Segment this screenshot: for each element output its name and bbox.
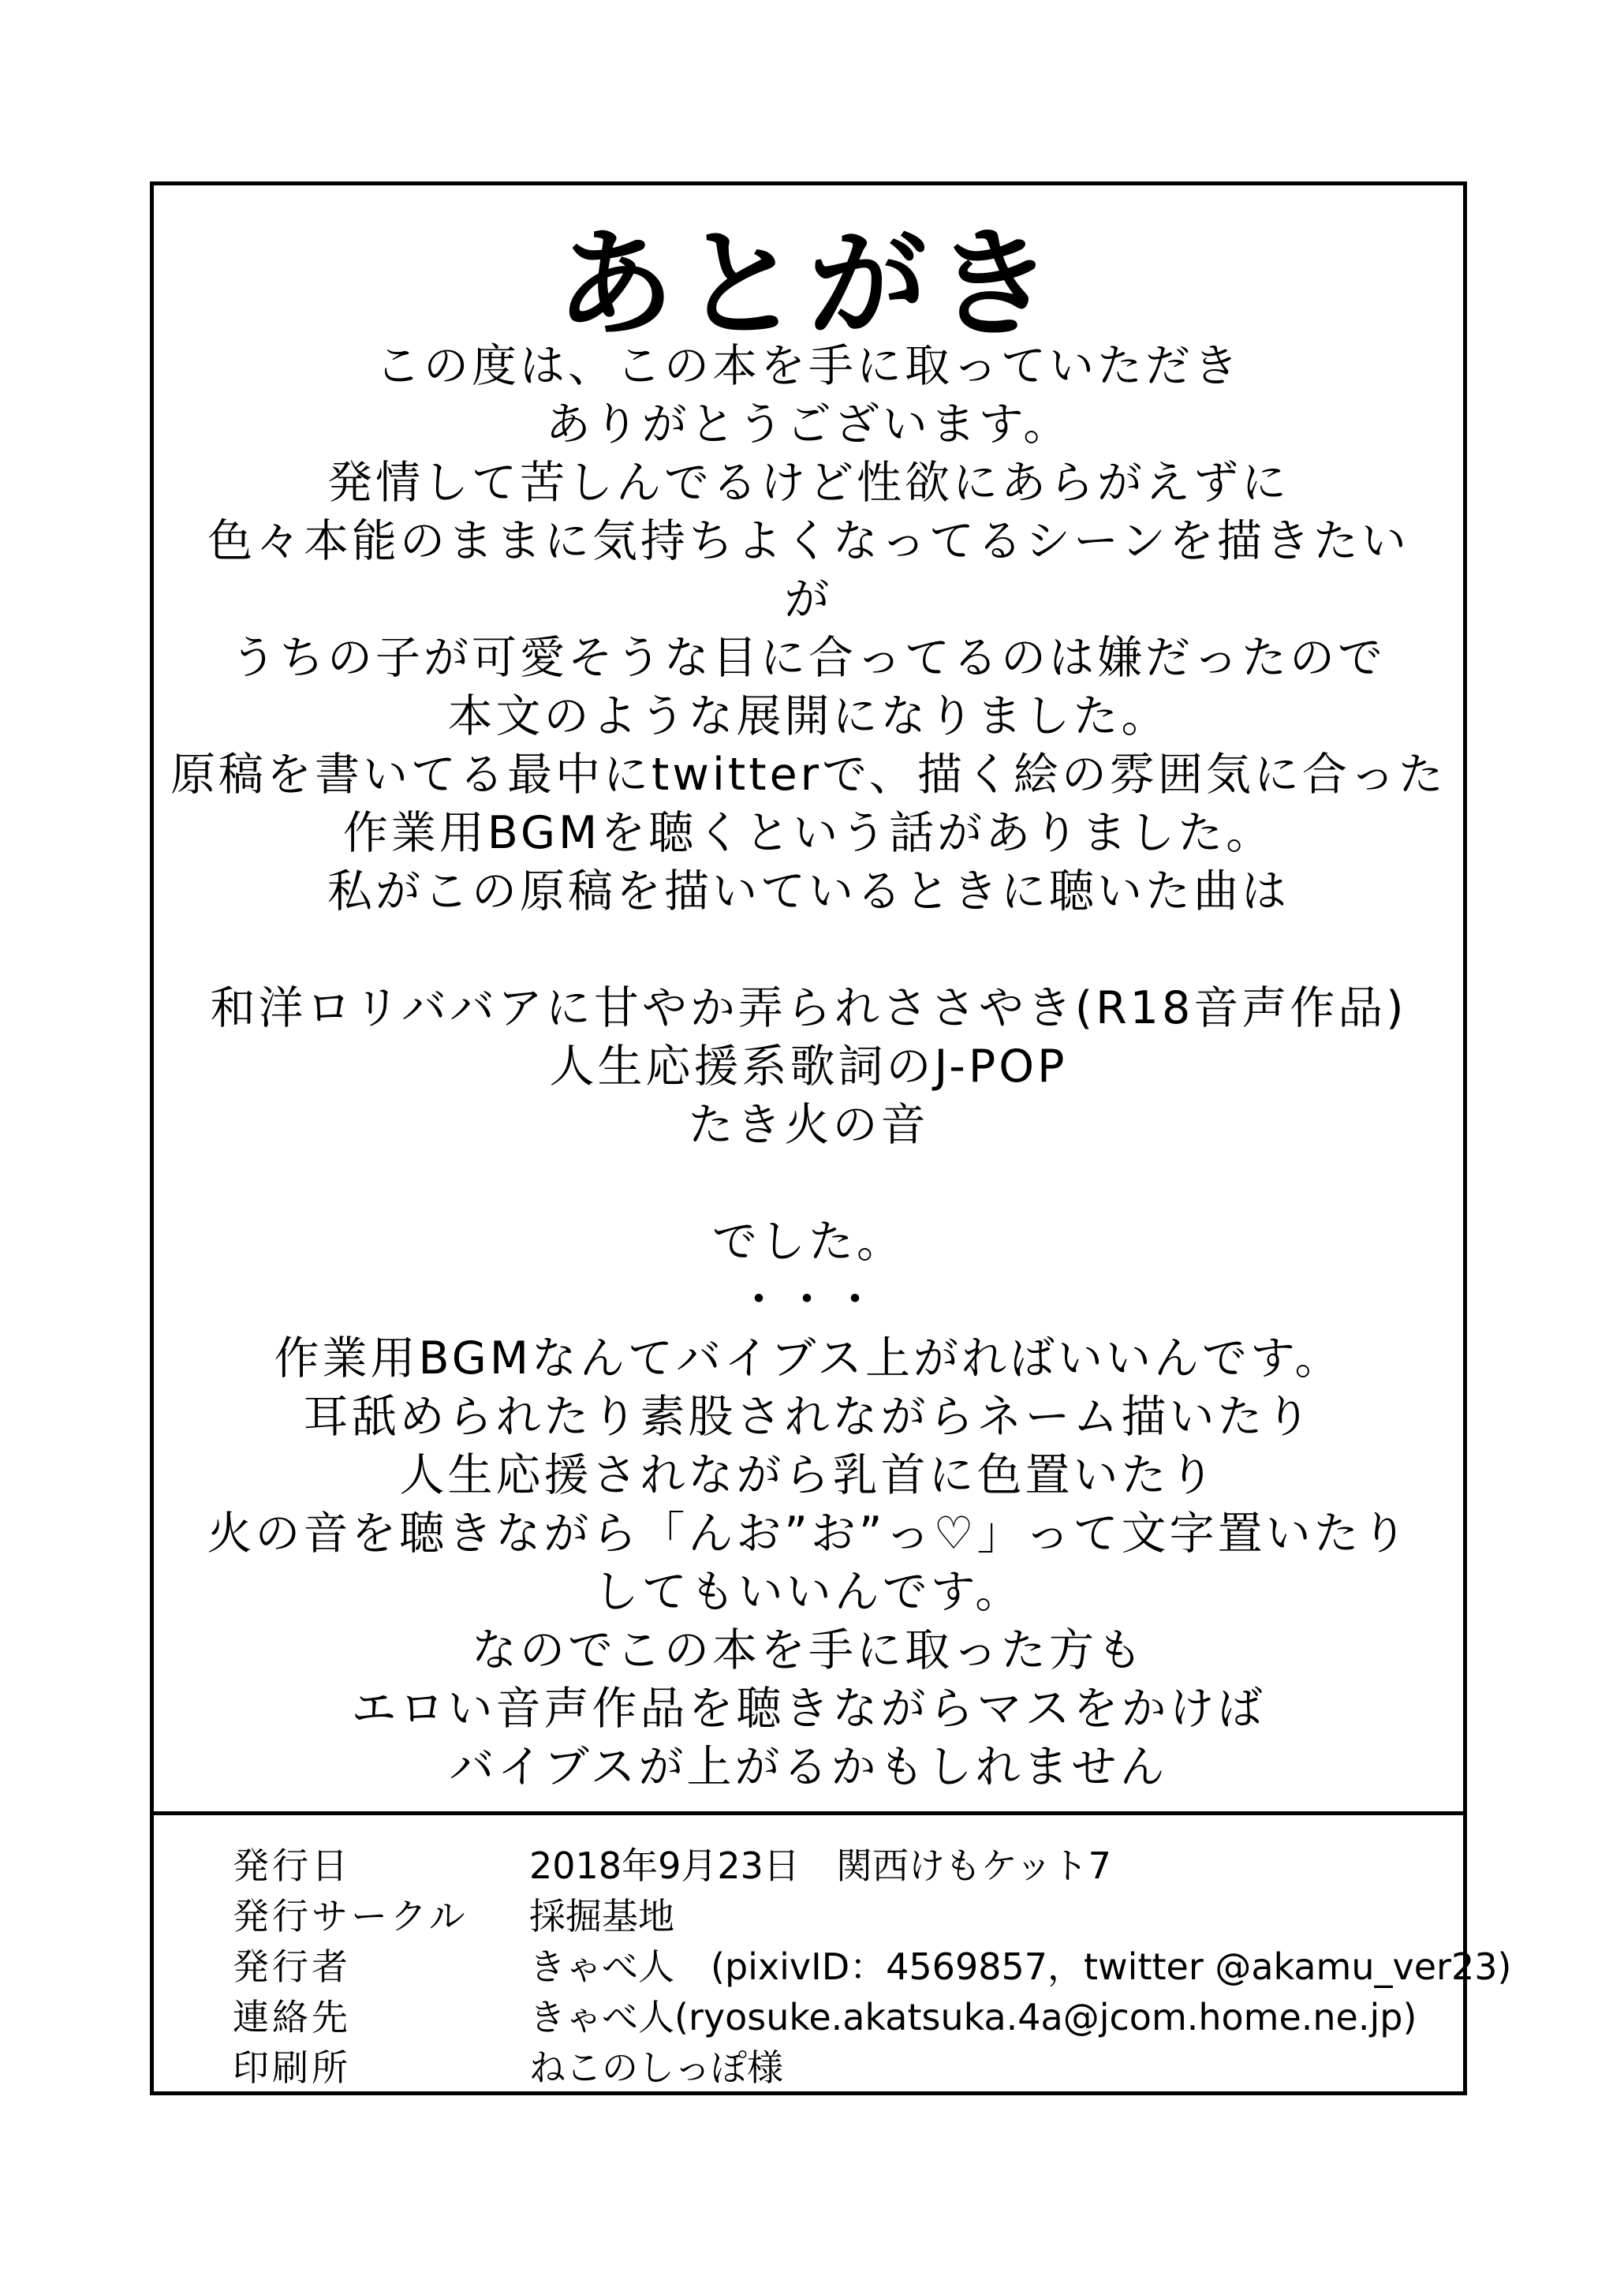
colophon-value: きゃべ人 (pixivID：4569857，twitter @akamu_ver23) bbox=[529, 1945, 1512, 1988]
body-line: 人生応援されながら乳首に色置いたり bbox=[399, 1449, 1218, 1501]
body-line: 火の音を聴きながら「んお”お”っ♡」って文字置いたり bbox=[207, 1508, 1410, 1560]
body-line: ありがとうございます。 bbox=[545, 398, 1072, 450]
body-line: 作業用BGMなんてバイブス上がればいいんです。 bbox=[274, 1332, 1343, 1384]
colophon-value: きゃべ人(ryosuke.akatsuka.4a@jcom.home.ne.jp) bbox=[529, 1996, 1417, 2038]
colophon-label: 発行者 bbox=[233, 1945, 351, 1988]
colophon-label: 連絡先 bbox=[233, 1996, 351, 2038]
body-line: なのでこの本を手に取った方も bbox=[472, 1624, 1145, 1676]
page-frame bbox=[150, 181, 1512, 2095]
afterword-title: あとがき bbox=[555, 215, 1061, 353]
body-line: 発情して苦しんでるけど性欲にあらがえずに bbox=[327, 457, 1290, 509]
colophon-row-publisher bbox=[154, 1943, 1512, 1990]
colophon-row-circle bbox=[154, 1893, 1463, 1940]
colophon-value: ねこのしっぽ様 bbox=[529, 2046, 783, 2089]
colophon-value: 採掘基地 bbox=[529, 1895, 674, 1938]
body-line: 人生応援系歌詞のJ-POP bbox=[549, 1041, 1068, 1093]
colophon-row-printer bbox=[154, 2044, 1463, 2091]
body-line: バイブスが上がるかもしれません bbox=[449, 1741, 1168, 1793]
body-line: 耳舐められたり素股されながらネーム描いたり bbox=[303, 1391, 1314, 1443]
colophon-section bbox=[154, 1815, 1512, 2091]
body-line: たき火の音 bbox=[688, 1099, 929, 1151]
body-line bbox=[154, 1154, 1463, 1213]
body-line: 本文のような展開になりました。 bbox=[447, 690, 1170, 742]
colophon-label: 印刷所 bbox=[233, 2046, 351, 2089]
colophon-label: 発行サークル bbox=[233, 1895, 469, 1938]
body-line bbox=[154, 921, 1463, 979]
colophon-row-date bbox=[154, 1842, 1463, 1889]
body-line: この度は、この本を手に取っていただき bbox=[375, 340, 1241, 392]
colophon-row-contact bbox=[154, 1994, 1463, 2041]
body-line: してもいいんです。 bbox=[593, 1566, 1024, 1618]
body-line: が bbox=[784, 574, 833, 626]
body-line: 和洋ロリババアに甘やか弄られささやき(R18音声作品) bbox=[210, 982, 1407, 1034]
body-line: 色々本能のままに気持ちよくなってるシーンを描きたい bbox=[207, 515, 1409, 567]
body-line: でした。 bbox=[712, 1216, 905, 1268]
afterword-section bbox=[154, 185, 1463, 1815]
body-line: ・・・ bbox=[736, 1274, 881, 1326]
afterword-body bbox=[154, 337, 1463, 1796]
colophon-label: 発行日 bbox=[233, 1844, 351, 1887]
body-line: 私がこの原稿を描いているときに聴いた曲は bbox=[327, 865, 1290, 917]
body-line: うちの子が可愛そうな目に合ってるのは嫌だったので bbox=[231, 632, 1386, 684]
body-line: 作業用BGMを聴くという話がありました。 bbox=[342, 807, 1275, 859]
body-line: エロい音声作品を聴きながらマスをかけば bbox=[351, 1683, 1266, 1735]
colophon-value: 2018年9月23日 関西けもケット7 bbox=[529, 1844, 1111, 1887]
body-line: 原稿を書いてる最中にtwitterで、描く絵の雰囲気に合った bbox=[170, 749, 1447, 801]
